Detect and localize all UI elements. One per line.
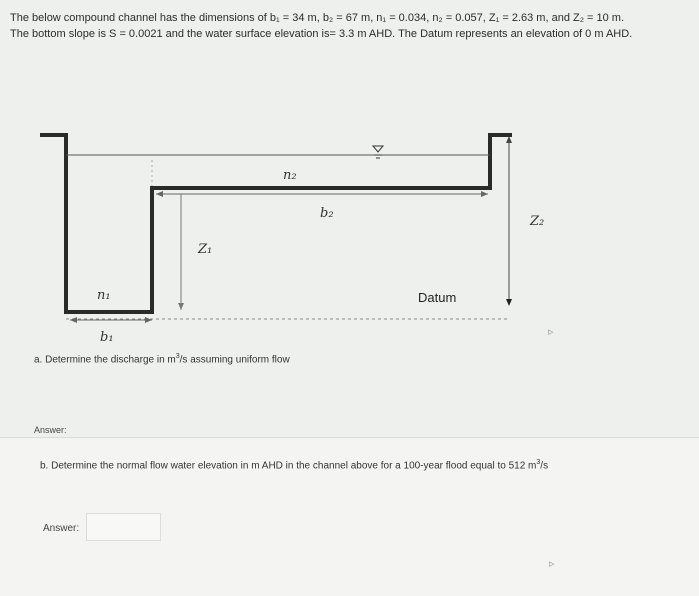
channel-diagram <box>0 120 699 350</box>
z1-label: Z₁ <box>198 242 213 257</box>
n1-label: n₁ <box>97 288 111 303</box>
answer-a-field[interactable] <box>60 420 160 438</box>
z2-label: Z₂ <box>530 214 545 229</box>
datum-label: Datum <box>418 290 457 305</box>
cursor-icon-2: ▹ <box>549 558 555 570</box>
water-surface-symbol <box>373 146 383 152</box>
answer-b-label: Answer: <box>43 523 80 534</box>
answer-a-label: Answer: <box>34 425 67 435</box>
question-a: a. Determine the discharge in $m^3/s$ assuming uniform flow <box>34 353 290 366</box>
n2-label: n₂ <box>283 168 297 183</box>
b1-label: b₁ <box>100 330 114 345</box>
problem-line-2: The bottom slope is S = 0.0021 and the water surface elevation is= 3.3 m AHD. The Datum represents an elevation of 0 m AHD. <box>10 28 633 40</box>
problem-statement <box>10 10 695 42</box>
cursor-icon: ▹ <box>548 326 554 338</box>
question-b: b. Determine the normal flow water elevation in m AHD in the channel above for a 100-year flood equal to 512 $m^3/s$ <box>40 459 549 472</box>
answer-b-field[interactable] <box>86 513 161 541</box>
b2-label: b₂ <box>320 206 334 221</box>
channel-diagram-svg <box>0 120 699 350</box>
problem-line-1: The below compound channel has the dimensions of b₁ = 34 m, b₂ = 67 m, n₁ = 0.034, n₂ = 0.057, Z₁ = 2.63 m, and Z₂ = 10 m. <box>10 12 625 24</box>
channel-outline <box>40 135 512 312</box>
